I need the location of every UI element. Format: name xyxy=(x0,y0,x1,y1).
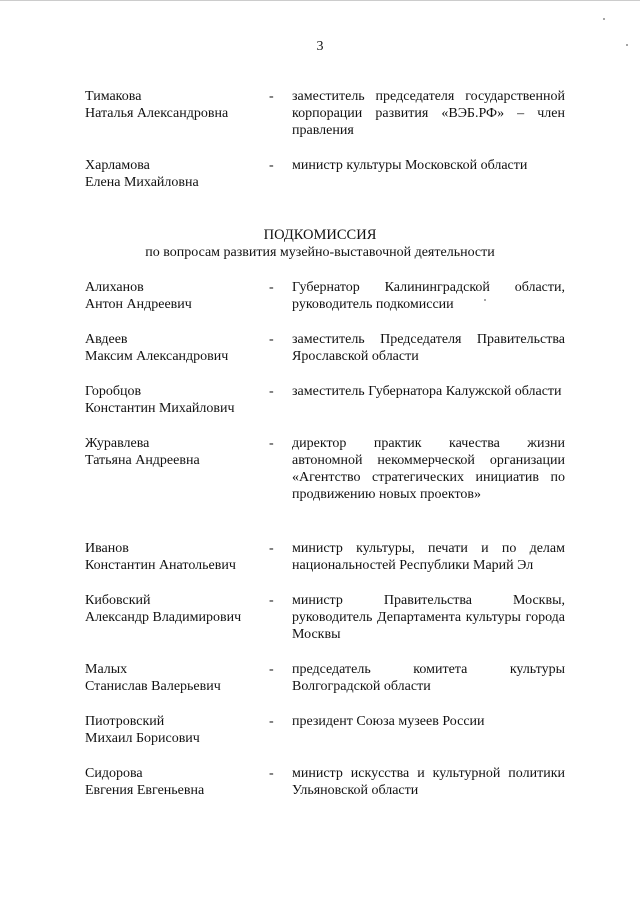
member-name xyxy=(85,592,265,626)
member-name xyxy=(85,435,265,469)
member-given-names: Станислав Валерьевич xyxy=(85,679,221,694)
member-given-names: Михаил Борисович xyxy=(85,731,200,746)
member-given-names: Константин Анатольевич xyxy=(85,558,236,573)
member-name xyxy=(85,765,265,799)
member-surname: Пиотровский xyxy=(85,714,165,729)
member-role: директор практик качества жизни автономной некоммерческой организации «Агентство стратегических инициатив по продвижению новых проектов» xyxy=(292,436,565,502)
dash-separator: - xyxy=(269,541,274,556)
member-given-names: Елена Михайловна xyxy=(85,175,199,190)
subcommission-title: ПОДКОМИССИЯ xyxy=(263,227,377,243)
dash-separator: - xyxy=(269,332,274,347)
member-name xyxy=(85,157,265,191)
member-name xyxy=(85,88,265,122)
member-surname: Харламова xyxy=(85,158,150,173)
member-surname: Горобцов xyxy=(85,384,142,399)
member-given-names: Константин Михайлович xyxy=(85,401,235,416)
dash-separator: - xyxy=(269,384,274,399)
dash-separator: - xyxy=(269,158,274,173)
member-name xyxy=(85,331,265,365)
dash-separator: - xyxy=(269,662,274,677)
member-given-names: Максим Александрович xyxy=(85,349,229,364)
scan-top-edge xyxy=(0,0,640,1)
member-surname: Журавлева xyxy=(85,436,150,451)
dash-separator: - xyxy=(269,714,274,729)
dash-separator: - xyxy=(269,89,274,104)
dash-separator: - xyxy=(269,593,274,608)
scan-speck xyxy=(626,44,628,46)
dash-separator: - xyxy=(269,436,274,451)
member-role: президент Союза музеев России xyxy=(292,714,485,729)
member-name xyxy=(85,279,265,313)
member-role: заместитель председателя государственной корпорации развития «ВЭБ.РФ» – член правления xyxy=(292,89,565,138)
member-surname: Кибовский xyxy=(85,593,151,608)
member-role: министр Правительства Москвы, руководитель Департамента культуры города Москвы xyxy=(292,593,565,642)
member-role: министр искусства и культурной политики Ульяновской области xyxy=(292,766,565,798)
scan-speck xyxy=(484,299,486,301)
member-surname: Алиханов xyxy=(85,280,144,295)
member-surname: Тимакова xyxy=(85,89,142,104)
member-given-names: Наталья Александровна xyxy=(85,106,229,121)
member-surname: Малых xyxy=(85,662,128,677)
dash-separator: - xyxy=(269,766,274,781)
member-role: председатель комитета культуры Волгоградской области xyxy=(292,662,565,694)
member-name xyxy=(85,661,265,695)
member-given-names: Евгения Евгеньевна xyxy=(85,783,205,798)
member-role: министр культуры, печати и по делам национальностей Республики Марий Эл xyxy=(292,541,565,573)
member-given-names: Татьяна Андреевна xyxy=(85,453,200,468)
member-surname: Иванов xyxy=(85,541,129,556)
member-surname: Сидорова xyxy=(85,766,143,781)
member-given-names: Антон Андреевич xyxy=(85,297,192,312)
page-number: 3 xyxy=(316,39,324,54)
member-surname: Авдеев xyxy=(85,332,128,347)
member-given-names: Александр Владимирович xyxy=(85,610,242,625)
member-role: министр культуры Московской области xyxy=(292,158,528,173)
member-name xyxy=(85,383,265,417)
scan-speck xyxy=(603,18,605,20)
member-role: заместитель Губернатора Калужской области xyxy=(292,384,562,399)
dash-separator: - xyxy=(269,280,274,295)
member-name xyxy=(85,713,265,747)
subcommission-caption: по вопросам развития музейно-выставочной деятельности xyxy=(145,245,495,260)
member-role: Губернатор Калининградской области, руководитель подкомиссии xyxy=(292,280,565,312)
member-role: заместитель Председателя Правительства Ярославской области xyxy=(292,332,565,364)
member-name xyxy=(85,540,265,574)
